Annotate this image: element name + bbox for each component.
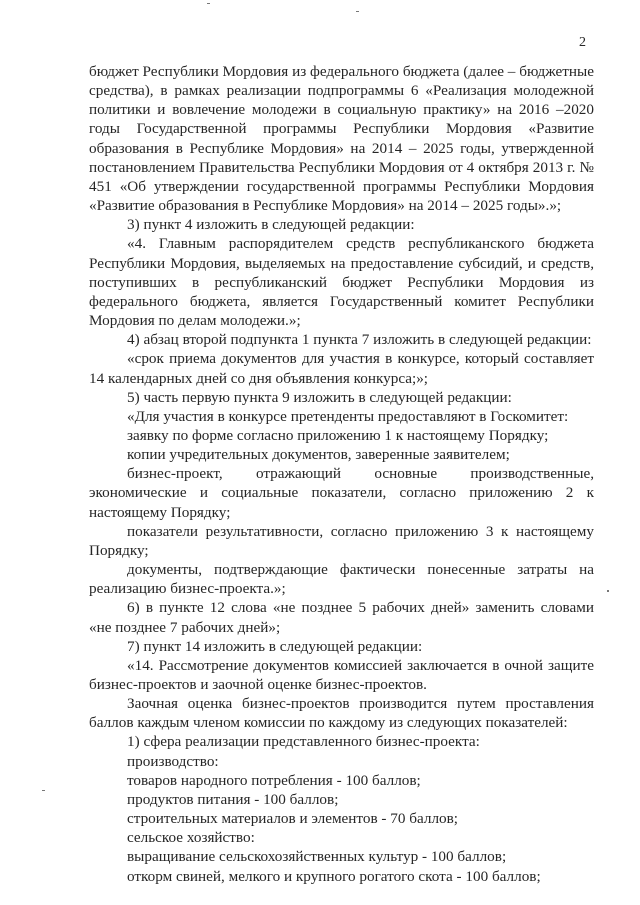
paragraph: 3) пункт 4 изложить в следующей редакции: [127, 216, 415, 234]
paragraph: «срок приема документов для участия в конкурсе, который составляет 14 календарных дней со дня объявления конкурса;»; [89, 350, 594, 387]
list-item: откорм свиней, мелкого и крупного рогатого скота - 100 баллов; [127, 867, 541, 885]
paragraph: бюджет Республики Мордовия из федерального бюджета (далее – бюджетные средства), в рамках реализации подпрограммы 6 «Реализация молодежной политики и вовлечение молодежи в социальную практику» на 2016 –2020 годы Государственной программы Республики Мордовия «Развитие образования в Республике Мордовия» на 2014 – 2025 годы, утвержденной постановлением Правительства Республики Мордовия от 4 октября 2013 г. № 451 «Об утверждении государственной программы Республики Мордовия «Развитие образования в Республике Мордовия» на 2014 – 2025 годы».»; [89, 63, 594, 215]
paragraph: 4) абзац второй подпункта 1 пункта 7 изложить в следующей редакции: [127, 331, 592, 349]
scan-speck [356, 11, 359, 12]
paragraph: «14. Рассмотрение документов комиссией заключается в очной защите бизнес-проектов и заочной оценке бизнес-проектов. [89, 656, 594, 693]
paragraph: 5) часть первую пункта 9 изложить в следующей редакции: [127, 388, 512, 406]
paragraph: 1) сфера реализации представленного бизнес-проекта: [127, 733, 480, 751]
list-item: товаров народного потребления - 100 баллов; [127, 771, 421, 789]
list-item: выращивание сельскохозяйственных культур - 100 баллов; [127, 848, 507, 866]
paragraph: заявку по форме согласно приложению 1 к настоящему Порядку; [127, 426, 549, 444]
list-item: производство: [127, 752, 219, 770]
paragraph: 7) пункт 14 изложить в следующей редакции: [127, 637, 423, 655]
paragraph: «4. Главным распорядителем средств республиканского бюджета Республики Мордовия, выделяемых на предоставление субсидий, и средств, поступивших в республиканский бюджет Республики Мордовия из федерального бюджета, является Государственный комитет Республики Мордовия по делам молодежи.»; [89, 235, 594, 330]
list-item: сельское хозяйство: [127, 829, 255, 847]
list-item: продуктов питания - 100 баллов; [127, 790, 339, 808]
paragraph: 6) в пункте 12 слова «не позднее 5 рабочих дней» заменить словами «не позднее 7 рабочих дней»; [89, 599, 594, 636]
paragraph: документы, подтверждающие фактически понесенные затраты на реализацию бизнес-проекта.»; [89, 561, 594, 598]
paragraph: «Для участия в конкурсе претенденты предоставляют в Госкомитет: [127, 407, 569, 425]
paragraph: бизнес-проект, отражающий основные производственные, экономические и социальные показатели, согласно приложению 2 к настоящему Порядку; [89, 465, 594, 521]
scan-speck [207, 3, 210, 4]
paragraph: копии учредительных документов, заверенные заявителем; [127, 446, 510, 464]
scan-speck [42, 790, 45, 791]
paragraph: Заочная оценка бизнес-проектов производится путем проставления баллов каждым членом комиссии по каждому из следующих показателей: [89, 695, 594, 732]
scan-speck [607, 590, 609, 592]
list-item: строительных материалов и элементов - 70 баллов; [127, 810, 459, 828]
paragraph: показатели результативности, согласно приложению 3 к настоящему Порядку; [89, 522, 594, 559]
page-number: 2 [579, 35, 586, 50]
document-body [89, 62, 594, 886]
